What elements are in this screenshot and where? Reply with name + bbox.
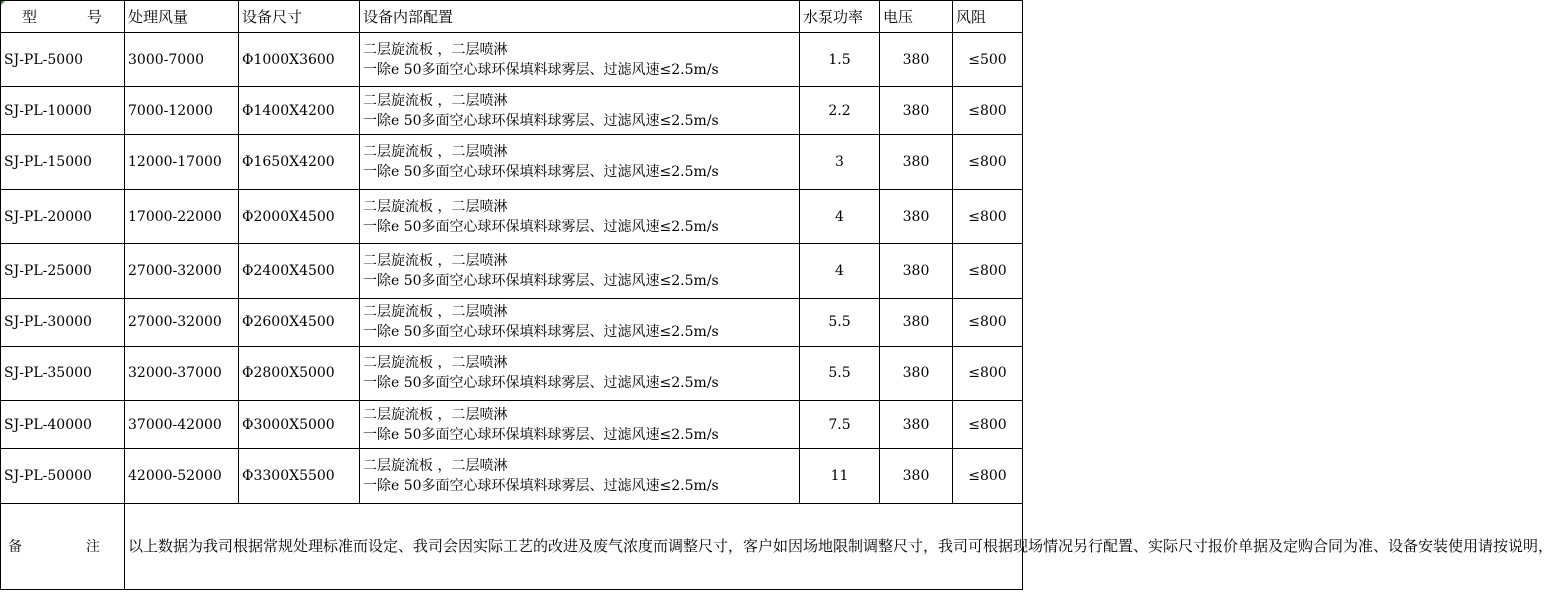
header-resistance: 风阻 bbox=[953, 1, 1023, 33]
config-cell bbox=[360, 33, 800, 87]
header-model: 型 号 bbox=[1, 1, 125, 33]
header-row bbox=[1, 1, 1023, 33]
resistance-cell: ≤800 bbox=[953, 449, 1023, 503]
table-row bbox=[1, 346, 1023, 400]
config-cell bbox=[360, 244, 800, 298]
size-cell: Φ1650X4200 bbox=[239, 135, 360, 189]
airflow-cell: 17000-22000 bbox=[125, 189, 239, 243]
table-row bbox=[1, 449, 1023, 503]
model-cell: SJ-PL-5000 bbox=[1, 33, 125, 87]
pump-cell: 7.5 bbox=[800, 401, 880, 449]
table-row bbox=[1, 401, 1023, 449]
model-cell: SJ-PL-10000 bbox=[1, 87, 125, 135]
config-line-1: 二层旋流板 ，二层喷淋 bbox=[363, 304, 508, 321]
header-size: 设备尺寸 bbox=[239, 1, 360, 33]
config-line-2: 一除e 50多面空心球环保填料球雾层、过滤风速≤2.5m/s bbox=[363, 477, 719, 494]
pump-cell: 4 bbox=[800, 189, 880, 243]
config-line-2: 一除e 50多面空心球环保填料球雾层、过滤风速≤2.5m/s bbox=[363, 112, 719, 129]
config-line-1: 二层旋流板 ，二层喷淋 bbox=[363, 198, 508, 215]
config-line-2: 一除e 50多面空心球环保填料球雾层、过滤风速≤2.5m/s bbox=[363, 426, 719, 443]
size-cell: Φ2800X5000 bbox=[239, 346, 360, 400]
airflow-cell: 27000-32000 bbox=[125, 244, 239, 298]
model-cell: SJ-PL-15000 bbox=[1, 135, 125, 189]
size-cell: Φ1000X3600 bbox=[239, 33, 360, 87]
config-cell bbox=[360, 298, 800, 346]
config-cell bbox=[360, 449, 800, 503]
size-cell: Φ2600X4500 bbox=[239, 298, 360, 346]
size-cell: Φ2400X4500 bbox=[239, 244, 360, 298]
resistance-cell: ≤800 bbox=[953, 189, 1023, 243]
size-cell: Φ3000X5000 bbox=[239, 401, 360, 449]
airflow-cell: 7000-12000 bbox=[125, 87, 239, 135]
table-row bbox=[1, 298, 1023, 346]
config-cell bbox=[360, 401, 800, 449]
model-cell: SJ-PL-40000 bbox=[1, 401, 125, 449]
pump-cell: 5.5 bbox=[800, 298, 880, 346]
voltage-cell: 380 bbox=[880, 244, 953, 298]
config-cell bbox=[360, 189, 800, 243]
pump-cell: 11 bbox=[800, 449, 880, 503]
config-line-1: 二层旋流板 ，二层喷淋 bbox=[363, 41, 508, 58]
header-voltage: 电压 bbox=[880, 1, 953, 33]
table-row bbox=[1, 33, 1023, 87]
note-label: 备 注 bbox=[1, 503, 125, 589]
voltage-cell: 380 bbox=[880, 33, 953, 87]
config-cell bbox=[360, 135, 800, 189]
resistance-cell: ≤800 bbox=[953, 346, 1023, 400]
pump-cell: 3 bbox=[800, 135, 880, 189]
size-cell: Φ2000X4500 bbox=[239, 189, 360, 243]
resistance-cell: ≤800 bbox=[953, 87, 1023, 135]
config-line-1: 二层旋流板 ，二层喷淋 bbox=[363, 144, 508, 161]
voltage-cell: 380 bbox=[880, 189, 953, 243]
voltage-cell: 380 bbox=[880, 135, 953, 189]
table-row bbox=[1, 87, 1023, 135]
voltage-cell: 380 bbox=[880, 401, 953, 449]
resistance-cell: ≤500 bbox=[953, 33, 1023, 87]
config-line-1: 二层旋流板 ，二层喷淋 bbox=[363, 355, 508, 372]
resistance-cell: ≤800 bbox=[953, 298, 1023, 346]
table-row bbox=[1, 189, 1023, 243]
voltage-cell: 380 bbox=[880, 87, 953, 135]
config-cell bbox=[360, 87, 800, 135]
pump-cell: 4 bbox=[800, 244, 880, 298]
pump-cell: 2.2 bbox=[800, 87, 880, 135]
voltage-cell: 380 bbox=[880, 298, 953, 346]
airflow-cell: 42000-52000 bbox=[125, 449, 239, 503]
pump-cell: 1.5 bbox=[800, 33, 880, 87]
config-line-2: 一除e 50多面空心球环保填料球雾层、过滤风速≤2.5m/s bbox=[363, 272, 719, 289]
config-line-2: 一除e 50多面空心球环保填料球雾层、过滤风速≤2.5m/s bbox=[363, 218, 719, 235]
config-line-1: 二层旋流板 ，二层喷淋 bbox=[363, 457, 508, 474]
voltage-cell: 380 bbox=[880, 449, 953, 503]
config-line-2: 一除e 50多面空心球环保填料球雾层、过滤风速≤2.5m/s bbox=[363, 324, 719, 341]
airflow-cell: 37000-42000 bbox=[125, 401, 239, 449]
table-row bbox=[1, 244, 1023, 298]
header-pump: 水泵功率 bbox=[800, 1, 880, 33]
header-airflow: 处理风量 bbox=[125, 1, 239, 33]
model-cell: SJ-PL-20000 bbox=[1, 189, 125, 243]
size-cell: Φ3300X5500 bbox=[239, 449, 360, 503]
header-config: 设备内部配置 bbox=[360, 1, 800, 33]
config-line-2: 一除e 50多面空心球环保填料球雾层、过滤风速≤2.5m/s bbox=[363, 164, 719, 181]
model-cell: SJ-PL-50000 bbox=[1, 449, 125, 503]
config-line-2: 一除e 50多面空心球环保填料球雾层、过滤风速≤2.5m/s bbox=[363, 61, 719, 78]
airflow-cell: 27000-32000 bbox=[125, 298, 239, 346]
config-line-2: 一除e 50多面空心球环保填料球雾层、过滤风速≤2.5m/s bbox=[363, 375, 719, 392]
size-cell: Φ1400X4200 bbox=[239, 87, 360, 135]
resistance-cell: ≤800 bbox=[953, 401, 1023, 449]
note-row bbox=[1, 503, 1023, 589]
resistance-cell: ≤800 bbox=[953, 244, 1023, 298]
airflow-cell: 3000-7000 bbox=[125, 33, 239, 87]
model-cell: SJ-PL-30000 bbox=[1, 298, 125, 346]
config-line-1: 二层旋流板 ，二层喷淋 bbox=[363, 252, 508, 269]
model-cell: SJ-PL-25000 bbox=[1, 244, 125, 298]
model-cell: SJ-PL-35000 bbox=[1, 346, 125, 400]
airflow-cell: 12000-17000 bbox=[125, 135, 239, 189]
config-line-1: 二层旋流板 ，二层喷淋 bbox=[363, 92, 508, 109]
note-text: 以上数据为我司根据常规处理标准而设定、我司会因实际工艺的改进及废气浓度而调整尺寸，客户如因场地限制调整尺寸，我司可根据现场情况另行配置、实际尺寸报价单据及定购合同为准、设备安装使用请按说明， bbox=[125, 503, 1023, 589]
table-row bbox=[1, 135, 1023, 189]
config-line-1: 二层旋流板 ，二层喷淋 bbox=[363, 406, 508, 423]
pump-cell: 5.5 bbox=[800, 346, 880, 400]
config-cell bbox=[360, 346, 800, 400]
airflow-cell: 32000-37000 bbox=[125, 346, 239, 400]
resistance-cell: ≤800 bbox=[953, 135, 1023, 189]
voltage-cell: 380 bbox=[880, 346, 953, 400]
